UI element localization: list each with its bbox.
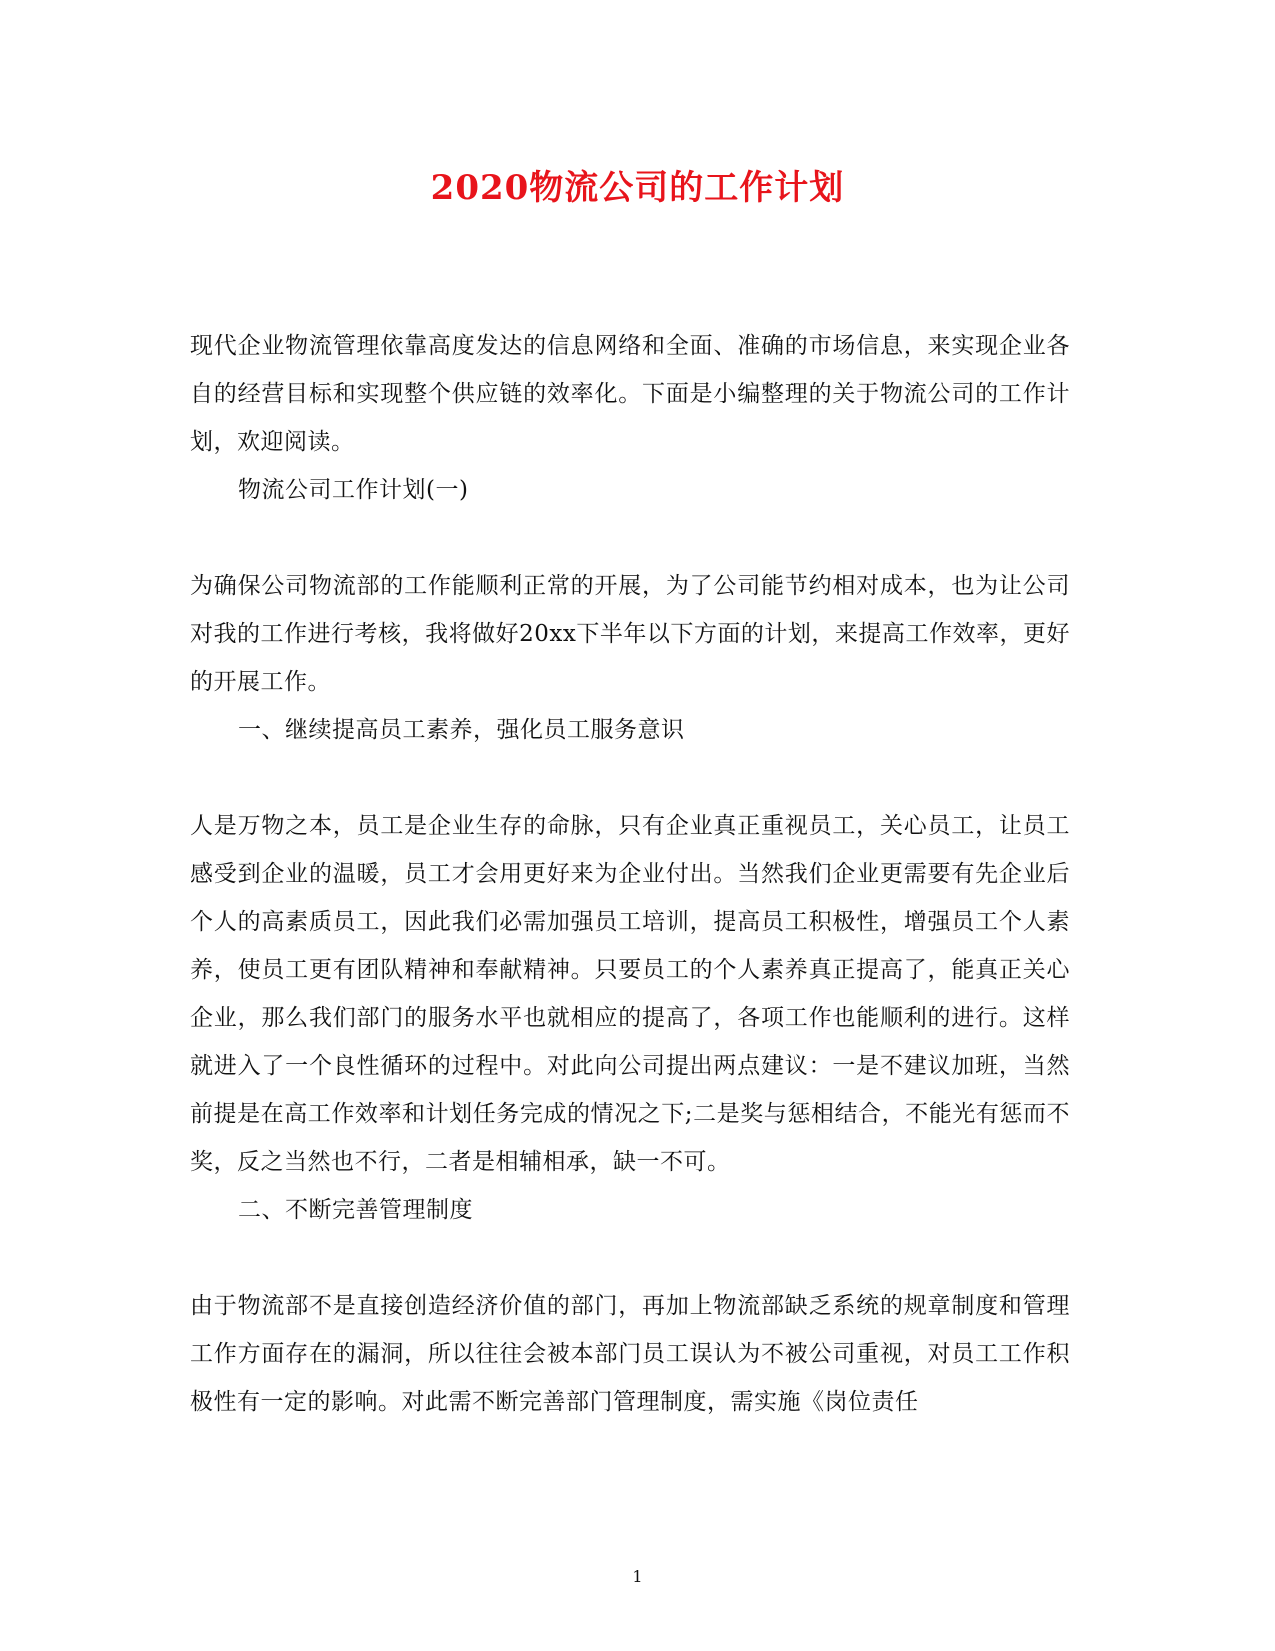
document-body — [190, 322, 1070, 1426]
section-intro-paragraph: 为确保公司物流部的工作能顺利正常的开展，为了公司能节约相对成本，也为让公司对我的工作进行考核，我将做好20xx下半年以下方面的计划，来提高工作效率，更好的开展工作。 — [190, 573, 1070, 695]
point1-paragraph: 人是万物之本，员工是企业生存的命脉，只有企业真正重视员工，关心员工，让员工感受到企业的温暖，员工才会用更好来为企业付出。当然我们企业更需要有先企业后个人的高素质员工，因此我们必需加强员工培训，提高员工积极性，增强员工个人素养，使员工更有团队精神和奉献精神。只要员工的个人素养真正提高了，能真正关心企业，那么我们部门的服务水平也就相应的提高了，各项工作也能顺利的进行。这样就进入了一个良性循环的过程中。对此向公司提出两点建议：一是不建议加班，当然前提是在高工作效率和计划任务完成的情况之下;二是奖与惩相结合，不能光有惩而不奖，反之当然也不行，二者是相辅相承，缺一不可。 — [190, 813, 1070, 1175]
paragraph-gap — [190, 514, 1070, 562]
document-title: 2020物流公司的工作计划 — [430, 168, 845, 208]
point1-heading: 一、继续提高员工素养，强化员工服务意识 — [238, 717, 685, 743]
paragraph-gap — [190, 754, 1070, 802]
point2-paragraph: 由于物流部不是直接创造经济价值的部门，再加上物流部缺乏系统的规章制度和管理工作方面存在的漏洞，所以往往会被本部门员工误认为不被公司重视，对员工工作积极性有一定的影响。对此需不断完善部门管理制度，需实施《岗位责任 — [190, 1293, 1070, 1415]
intro-paragraph: 现代企业物流管理依靠高度发达的信息网络和全面、准确的市场信息，来实现企业各自的经营目标和实现整个供应链的效率化。下面是小编整理的关于物流公司的工作计划，欢迎阅读。 — [190, 333, 1070, 455]
paragraph-gap — [190, 1234, 1070, 1282]
section-heading: 物流公司工作计划(一) — [238, 477, 469, 503]
point2-heading: 二、不断完善管理制度 — [238, 1197, 473, 1223]
page-number: 1 — [632, 1567, 643, 1586]
